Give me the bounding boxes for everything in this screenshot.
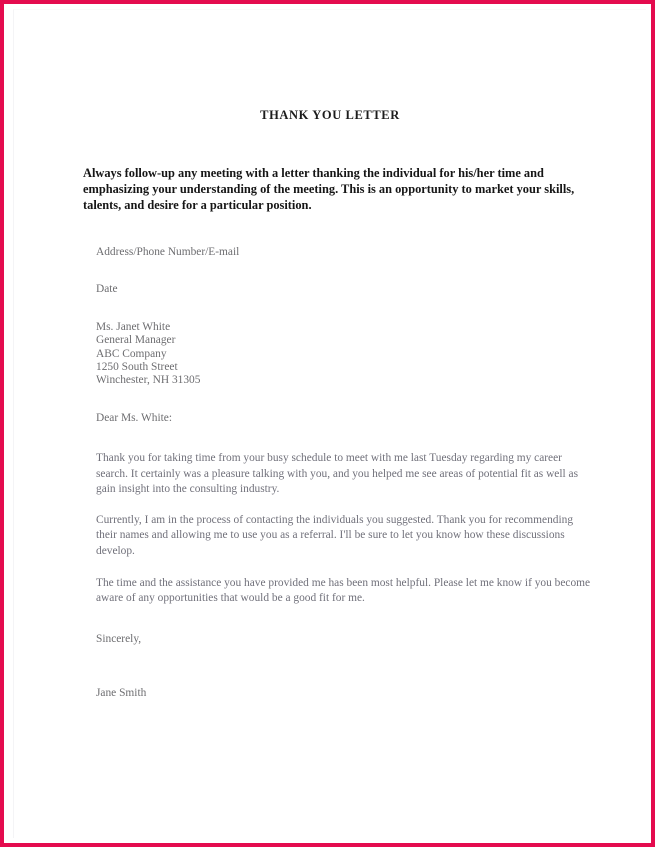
recipient-city-state-zip: Winchester, NH 31305 [96,374,201,387]
document-sheet [13,9,646,838]
date-line: Date [96,283,118,296]
sender-contact-line: Address/Phone Number/E-mail [96,246,240,258]
recipient-street: 1250 South Street [96,361,178,374]
recipient-address-block [96,321,593,388]
signature-name: Jane Smith [96,687,147,700]
recipient-company: ABC Company [96,347,167,360]
intro-instruction-paragraph: Always follow-up any meeting with a letter thanking the individual for his/her time and emphasizing your understanding of the meeting. This is an opportunity to market your skills, talents, and desire for a particular position. [83,166,575,213]
body-paragraph-2: Currently, I am in the process of contacting the individuals you suggested. Thank you for recommending their names and allowing me to use you as a referral. I'll be sure to let you know how these discussions develop. [96,514,574,557]
closing-salutation: Sincerely, [96,632,142,645]
recipient-job-title: General Manager [96,334,176,347]
letter-body [96,246,593,700]
salutation: Dear Ms. White: [96,411,173,424]
body-paragraph-1: Thank you for taking time from your busy schedule to meet with me last Tuesday regarding my career search. It certainly was a pleasure talking with you, and you helped me see areas of potential fit as well as gain insight into the consulting industry. [96,452,579,495]
page-title: THANK YOU LETTER [260,108,400,122]
body-paragraph-3: The time and the assistance you have provided me has been most helpful. Please let me know if you become aware of any opportunities that would be a good fit for me. [96,577,591,605]
recipient-name: Ms. Janet White [96,320,171,333]
